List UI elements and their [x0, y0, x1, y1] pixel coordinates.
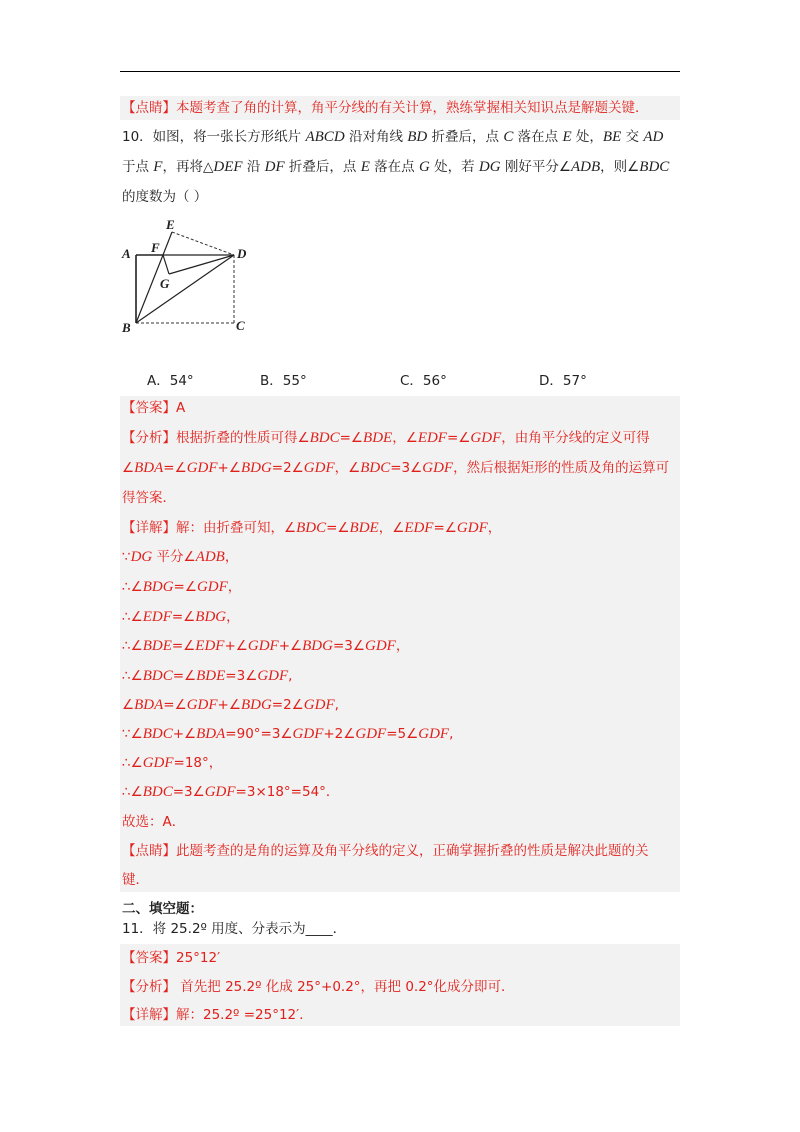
choose-line: 故选：A． [122, 814, 186, 830]
detail-line: 【详解】解：由折叠可知，∠BDC=∠BDE，∠EDF=∠GDF， [122, 520, 502, 536]
segment-ed [172, 232, 234, 255]
label-g: G [160, 276, 170, 291]
step-8: ∴∠GDF=18°， [122, 755, 223, 771]
option-d: D．57° [539, 373, 587, 389]
step-6: ∠BDA=∠GDF+∠BDG=2∠GDF, [122, 697, 339, 713]
segment-gd [169, 255, 234, 274]
step-5: ∴∠BDC=∠BDE=3∠GDF, [122, 668, 293, 684]
label-d: D [237, 246, 247, 261]
answer: 【答案】A [122, 400, 186, 416]
step-9: ∴∠BDC=3∠GDF=3×18°=54°． [122, 784, 340, 800]
step-4: ∴∠BDE=∠EDF+∠GDF+∠BDG=3∠GDF， [122, 638, 410, 654]
label-e: E [166, 217, 175, 232]
step-3: ∴∠EDF=∠BDG， [122, 609, 240, 625]
option-a: A．54° [147, 373, 194, 389]
q10-line1: 10．如图，将一张长方形纸片 ABCD 沿对角线 BD 折叠后，点 C 落在点 E 处，BE 交 AD [122, 129, 664, 145]
label-b: B [122, 320, 131, 335]
label-f: F [151, 240, 160, 255]
step-2: ∴∠BDG=∠GDF， [122, 579, 242, 595]
segment-fe [163, 232, 172, 255]
q10-line2: 于点 F，再将△DEF 沿 DF 折叠后，点 E 落在点 G 处，若 DG 刚好平分∠ADB，则∠BDC [122, 159, 670, 175]
diagonal-bd [136, 255, 234, 323]
option-b: B．55° [260, 373, 307, 389]
q11-analysis: 【分析】 首先把 25.2º 化成 25°+0.2°，再把 0.2°化成分即可． [122, 979, 515, 995]
header-rule [120, 71, 680, 72]
remark-line1: 【点睛】此题考查的是角的运算及角平分线的定义，正确掌握折叠的性质是解决此题的关 [122, 843, 649, 859]
segment-bf [136, 255, 163, 323]
step-7: ∵∠BDC+∠BDA=90°=3∠GDF+2∠GDF=5∠GDF, [122, 726, 454, 742]
q11-detail: 【详解】解：25.2º =25°12′． [122, 1007, 313, 1023]
label-c: C [236, 318, 245, 333]
remark-line2: 键． [122, 872, 149, 888]
fold-figure [118, 212, 258, 337]
step-1: ∵DG 平分∠ADB， [122, 549, 239, 565]
top-remark: 【点睛】本题考查了角的计算，角平分线的有关计算，熟练掌握相关知识点是解题关键． [122, 100, 649, 116]
q11-answer: 【答案】25°12′ [122, 950, 221, 966]
q10-line3: 的度数为（ ） [122, 189, 208, 205]
section-title: 二、填空题： [122, 901, 203, 917]
analysis-line3: 得答案． [122, 490, 176, 506]
q11-text: 11．将 25.2º 用度、分表示为____． [122, 921, 347, 937]
label-a: A [122, 246, 131, 261]
option-c: C．56° [400, 373, 447, 389]
analysis-line2: ∠BDA=∠GDF+∠BDG=2∠GDF，∠BDC=3∠GDF，然后根据矩形的性质及角的运算可 [122, 460, 670, 476]
segment-fg [163, 255, 169, 274]
analysis-line1: 【分析】根据折叠的性质可得∠BDC=∠BDE，∠EDF=∠GDF，由角平分线的定义可得 [122, 430, 650, 446]
